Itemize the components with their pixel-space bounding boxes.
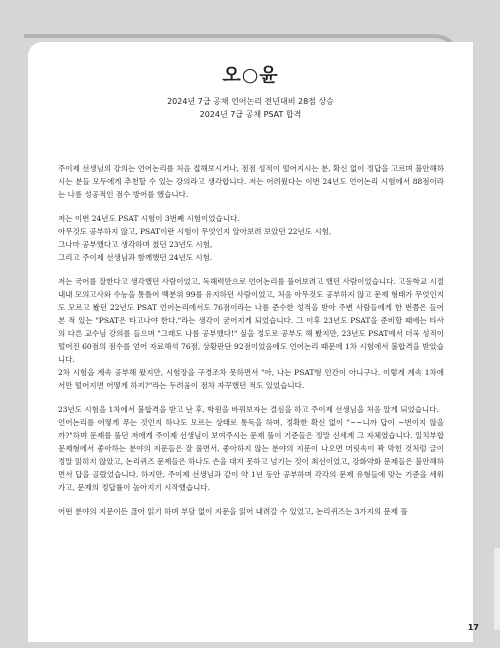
paragraph: 주이제 선생님의 강의는 언어논리를 처음 접해보시거나, 점점 성적이 떨어지시는 분, 확신 없이 정답을 고르며 불안해하시는 분들 모두에게 추천할 수 있는 강의라고 생각합니다. 저는 어려웠다는 이번 24년도 언어논리 시험에서 88점이라는 나름 성공적인 점수 방어를 했습니다. <box>58 164 444 199</box>
author-name: 오○윤 <box>222 64 279 86</box>
paragraph: 어떤 분야의 지문이든 끊어 읽기 하며 부담 없이 지문을 읽어 내려갈 수 있었고, 논리퀴즈는 3가지의 문제 풀 <box>58 507 408 516</box>
subtitle-score: 2024년 7급 공채 언어논리 전년대비 28점 상승 <box>167 97 334 106</box>
paragraph: 저는 이번 24년도 PSAT 시험이 3번째 시험이었습니다. 아무것도 공부하지 않고, PSAT이란 시험이 무엇인지 알아보려 보았던 22년도 시험, 그나마 공부했다고 생각하며 쳤던 23년도 시험, 그리고 주이제 선생님과 함께했던 24년도 시험. <box>58 214 332 262</box>
paragraph: 23년도 시험을 1차에서 불합격을 받고 난 후, 학원을 바꿔보자는 결심을 하고 주이제 선생님을 처음 알게 되었습니다. 언어논리를 어떻게 푸는 것인지 하나도 모르는 상태로 통독을 하며, 정확한 확신 없이 "~~니까 답이 ~번이지 않을까?"하며 문제를 풀던 저에게 주이제 선생님이 보여주시는 문제 풀이 기준들은 정말 신세계 그 자체였습니다. 일치부합 문제형에서 좋아하는 분야의 지문들은 잘 풀면서, 좋아하지 않는 분야의 지문이 나오면 머릿속이 꽉 막힌 것처럼 글이 정말 읽히지 않았고, 논리퀴즈 문제들은 하나도 손을 대지 못하고 넘기는 것이 최선이었고, 강화약화 문제들은 불안해하면서 답을 골랐었습니다. 하지만, 주이제 선생님과 같이 약 1년 동안 공부하며 각각의 문제 유형들에 맞는 기준을 세워가고, 문제의 정답률이 높아지기 시작했습니다. <box>58 405 444 492</box>
paragraph: 저는 국어를 잘한다고 생각했던 사람이었고, 독해력만으로 언어논리를 풀어보려고 했던 사람이었습니다. 고등학교 시절 내내 모의고사와 수능을 통틀어 백분위 99를 유지하던 사람이었고, 처음 아무것도 공부하지 않고 문제 형태가 무엇인지도 모르고 봤던 22년도 PSAT 언어논리에서도 76점이라는 나름 준수한 성적을 받아 주변 사람들에게 한 번쯤은 들어본 적 있는 "PSAT은 타고나야 한다."라는 생각이 굳어지게 되었습니다. 그 이후 23년도 PSAT을 준비할 때에는 타사의 다른 교수님 강의를 들으며 "그래도 나름 공부했다!" 싶을 정도로 공부도 해 봤지만, 23년도 PSAT에서 더욱 성적이 떨어진 60점의 점수를 얻어 자료해석 76점, 상황판단 92점이었음에도 언어논리 때문에 1차 시험에서 불합격을 받았습니다. 2차 시험을 계속 공부해 왔지만, 시험장을 구경조차 못하면서 "아, 나는 PSAT형 인간이 아니구나. 이렇게 계속 1차에서만 떨어지면 어떻게 하지?"라는 두려움이 점차 자꾸했던 적도 있었습니다. <box>58 277 444 390</box>
testimonial-header <box>28 60 473 121</box>
side-tab <box>494 548 500 630</box>
testimonial-body <box>58 162 444 529</box>
page-number: 17 <box>467 623 479 632</box>
subtitle-pass: 2024년 7급 공채 PSAT 합격 <box>199 110 302 119</box>
